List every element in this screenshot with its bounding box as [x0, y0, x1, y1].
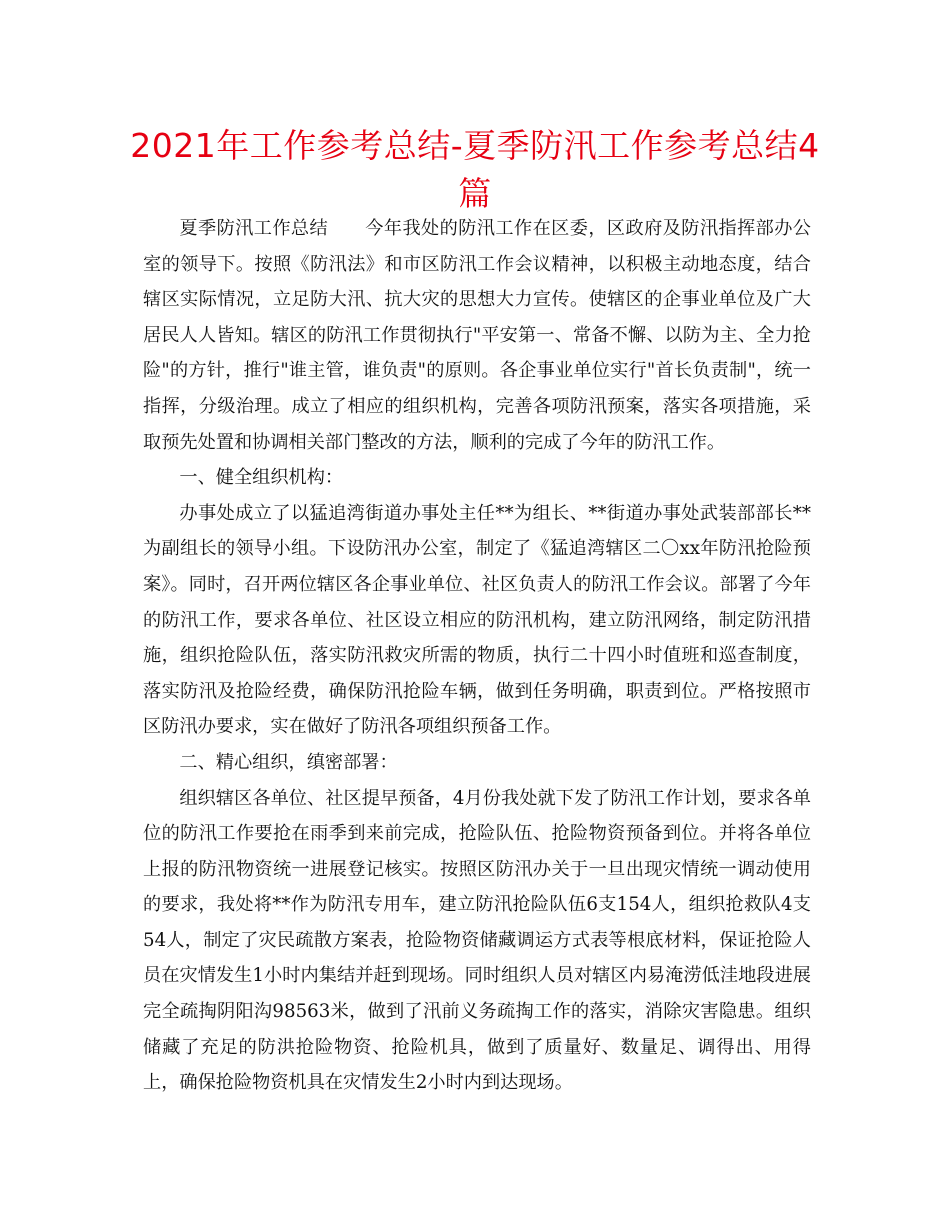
- paragraph-intro: 夏季防汛工作总结 今年我处的防汛工作在区委，区政府及防汛指挥部办公室的领导下。按照《防汛法》和市区防汛工作会议精神，以积极主动地态度，结合辖区实际情况，立足防大汛、抗大灾的思想大力宣传。使辖区的企事业单位及广大居民人人皆知。辖区的防汛工作贯彻执行"平安第一、常备不懈、以防为主、全力抢险"的方针，推行"谁主管，谁负责"的原则。各企事业单位实行"首长负责制"，统一指挥，分级治理。成立了相应的组织机构，完善各项防汛预案，落实各项措施，采取预先处置和协调相关部门整改的方法，顺利的完成了今年的防汛工作。: [143, 218, 811, 453]
- paragraph-section-1: 办事处成立了以猛追湾街道办事处主任**为组长、**街道办事处武装部部长**为副组长的领导小组。下设防汛办公室，制定了《猛追湾辖区二〇xx年防汛抢险预案》。同时，召开两位辖区各企事业单位、社区负责人的防汛工作会议。部署了今年的防汛工作，要求各单位、社区设立相应的防汛机构，建立防汛网络，制定防汛措施，组织抢险队伍，落实防汛救灾所需的物质，执行二十四小时值班和巡查制度，落实防汛及抢险经费，确保防汛抢险车辆，做到任务明确，职责到位。严格按照市区防汛办要求，实在做好了防汛各项组织预备工作。: [143, 502, 811, 738]
- document-title: 2021年工作参考总结-夏季防汛工作参考总结4篇: [130, 126, 820, 213]
- section-heading-2: 二、精心组织，缜密部署：: [179, 751, 398, 773]
- section-heading-1: 一、健全组织机构：: [179, 467, 344, 489]
- document-body: [143, 211, 811, 1101]
- paragraph-section-2: 组织辖区各单位、社区提早预备，4月份我处就下发了防汛工作计划，要求各单位的防汛工作要抢在雨季到来前完成，抢险队伍、抢险物资预备到位。并将各单位上报的防汛物资统一进展登记核实。按照区防汛办关于一旦出现灾情统一调动使用的要求，我处将**作为防汛专用车，建立防汛抢险队伍6支154人，组织抢救队4支54人，制定了灾民疏散方案表，抢险物资储藏调运方式表等根底材料，保证抢险人员在灾情发生1小时内集结并赶到现场。同时组织人员对辖区内易淹涝低洼地段进展完全疏掏阴阳沟98563米，做到了汛前义务疏掏工作的落实，消除灾害隐患。组织储藏了充足的防洪抢险物资、抢险机具，做到了质量好、数量足、调得出、用得上，确保抢险物资机具在灾情发生2小时内到达现场。: [143, 787, 811, 1094]
